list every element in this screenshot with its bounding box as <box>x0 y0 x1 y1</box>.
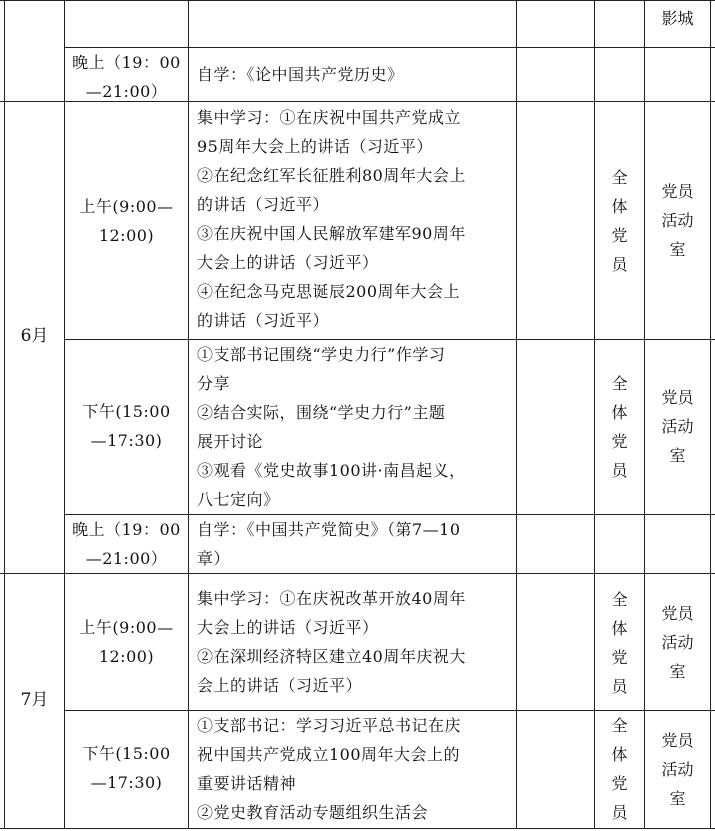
venue-cell: 党员 活动 室 <box>661 604 694 681</box>
col-divider <box>188 0 189 829</box>
time-cell: 晚上（19：00 —21:00） <box>72 53 181 101</box>
month-label: 6月 <box>20 326 49 346</box>
time-cell: 上午(9:00— 12:00) <box>79 197 174 245</box>
table-border-bottom <box>0 828 715 829</box>
col-divider <box>516 0 517 829</box>
month-label: 7月 <box>20 690 49 710</box>
participants-cell: 全 体 党 员 <box>611 168 628 274</box>
participants-cell: 全 体 党 员 <box>611 716 628 822</box>
time-cell: 上午(9:00— 12:00) <box>79 618 174 666</box>
participants-cell: 全 体 党 员 <box>611 590 628 696</box>
venue-cell: 党员 活动 室 <box>661 388 694 465</box>
content-cell: 集中学习：①在庆祝改革开放40周年 大会上的讲话（习近平） ②在深圳经济特区建立40周年庆祝大 会上的讲话（习近平） <box>197 589 466 695</box>
content-cell: 集中学习：①在庆祝中国共产党成立 95周年大会上的讲话（习近平） ②在纪念红军长征胜利80周年大会上 的讲话（习近平） ③在庆祝中国人民解放军建军90周年 大会上的讲话（习近平） ④在纪念马克思诞辰200周年大会上 的讲话（习近平） <box>197 108 466 330</box>
time-cell: 下午(15:00 —17:30) <box>82 744 171 792</box>
col-divider <box>710 0 711 829</box>
content-cell: 自学：《中国共产党简史》（第7—10 章） <box>197 520 461 568</box>
venue-cell: 党员 活动 室 <box>661 731 694 808</box>
time-cell: 晚上（19：00 —21:00） <box>72 520 181 568</box>
content-cell: ①支部书记围绕“学史力行”作学习 分享 ②结合实际，围绕“学史力行”主题 展开讨论 ③观看《党史故事100讲·南昌起义， 八七定向》 <box>197 345 466 509</box>
time-cell: 下午(15:00 —17:30) <box>82 402 171 450</box>
content-cell: ①支部书记：学习习近平总书记在庆 祝中国共产党成立100周年大会上的 重要讲话精神 ②党史教育活动专题组织生活会 <box>197 716 462 822</box>
table-border-top <box>0 0 715 1</box>
venue-cell: 影城 <box>661 9 694 28</box>
content-cell: 自学：《论中国共产党历史》 <box>197 65 404 84</box>
venue-cell: 党员 活动 室 <box>661 182 694 259</box>
row-divider <box>0 573 715 574</box>
participants-cell: 全 体 党 员 <box>611 374 628 480</box>
